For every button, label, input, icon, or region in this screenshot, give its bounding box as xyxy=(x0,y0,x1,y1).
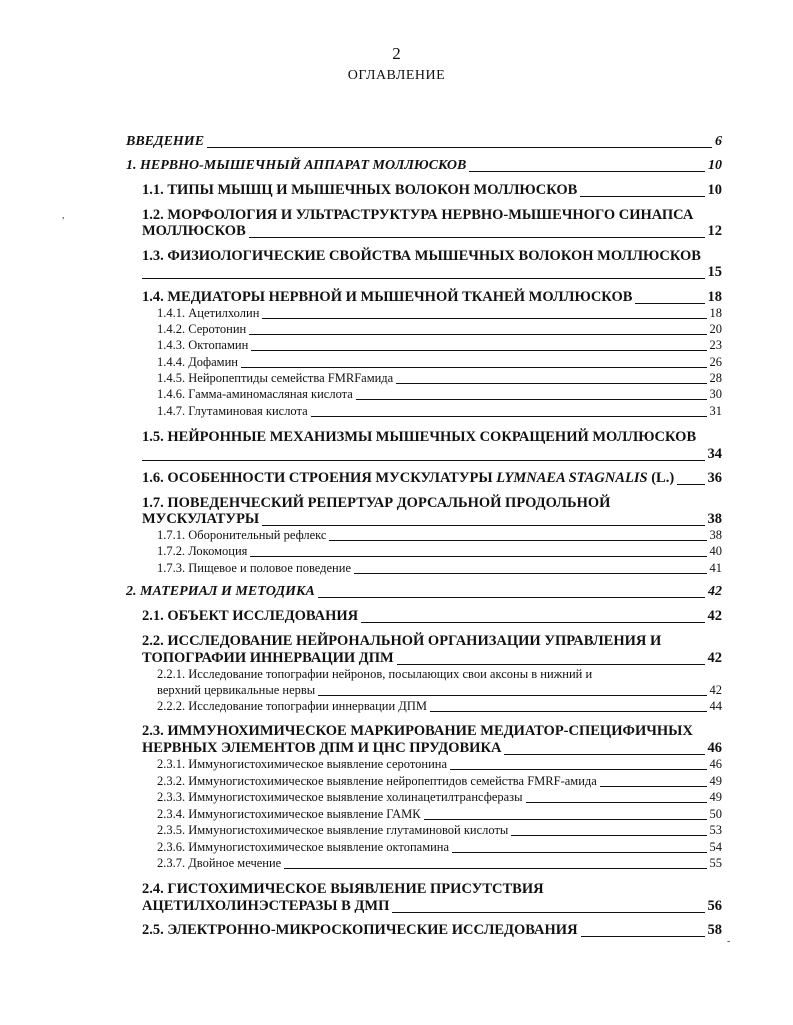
toc-title: 2.3.1. Иммуногистохимическое выявление серотонина xyxy=(157,757,448,771)
toc-entry-1-4-7[interactable] xyxy=(157,405,722,418)
toc-title: МОЛЛЮСКОВ xyxy=(142,223,246,239)
toc-entry-2-4[interactable] xyxy=(142,899,722,914)
toc-entry-1-2-line1: 1.2. МОРФОЛОГИЯ И УЛЬТРАСТРУКТУРА НЕРВНО-МЫШЕЧНОГО СИНАПСА xyxy=(142,207,694,223)
toc-title: ВВЕДЕНИЕ xyxy=(126,134,205,149)
toc-title: 1.4.5. Нейропептиды семейства FMRFамида xyxy=(157,371,394,385)
toc-entry-1-4-2[interactable] xyxy=(157,323,722,336)
toc-entry-chapter-2[interactable] xyxy=(126,585,722,599)
toc-entry-chapter-1[interactable] xyxy=(126,159,722,173)
toc-title-species: LYMNAEA STAGNALIS xyxy=(496,470,648,486)
toc-entry-2-2-line1: 2.2. ИССЛЕДОВАНИЕ НЕЙРОНАЛЬНОЙ ОРГАНИЗАЦИИ УПРАВЛЕНИЯ И xyxy=(142,633,662,649)
toc-title: 2.3.7. Двойное мечение xyxy=(157,856,282,870)
page-number: 2 xyxy=(392,44,401,63)
toc-title: 2.3.5. Иммуногистохимическое выявление глутаминовой кислоты xyxy=(157,823,509,837)
toc-entry-1-5-line1: 1.5. НЕЙРОННЫЕ МЕХАНИЗМЫ МЫШЕЧНЫХ СОКРАЩЕНИЙ МОЛЛЮСКОВ xyxy=(142,429,697,445)
toc-page: 28 xyxy=(709,371,722,385)
toc-entry-2-3-5[interactable] xyxy=(157,824,722,837)
toc-entry-1-5[interactable] xyxy=(142,447,722,462)
toc-title: 2.1. ОБЪЕКТ ИССЛЕДОВАНИЯ xyxy=(142,608,359,624)
toc-title: 2.3.3. Иммуногистохимическое выявление холинацетилтрансферазы xyxy=(157,790,523,804)
toc-page: 42 xyxy=(709,683,722,697)
toc-title: 1.7.3. Пищевое и половое поведение xyxy=(157,561,351,575)
toc-entry-1-3-line1: 1.3. ФИЗИОЛОГИЧЕСКИЕ СВОЙСТВА МЫШЕЧНЫХ ВОЛОКОН МОЛЛЮСКОВ xyxy=(142,248,701,264)
toc-entry-1-4-3[interactable] xyxy=(157,339,722,352)
toc-title: 1.7.1. Оборонительный рефлекс xyxy=(157,528,327,542)
toc-page: 41 xyxy=(709,561,722,575)
toc-title: 1.4.7. Глутаминовая кислота xyxy=(157,404,308,418)
toc-page: 42 xyxy=(707,608,722,624)
toc-page: 44 xyxy=(709,699,722,713)
toc-page: 50 xyxy=(709,807,722,821)
toc-entry-2-3-2[interactable] xyxy=(157,775,722,788)
toc-entry-2-3-line1: 2.3. ИММУНОХИМИЧЕСКОЕ МАРКИРОВАНИЕ МЕДИАТОР-СПЕЦИФИЧНЫХ xyxy=(142,723,693,739)
toc-entry-2-3-4[interactable] xyxy=(157,808,722,821)
toc-entry-1-4-4[interactable] xyxy=(157,356,722,369)
toc-page: 54 xyxy=(709,840,722,854)
toc-page: 10 xyxy=(708,158,722,173)
toc-entry-2-2-1-line1: 2.2.1. Исследование топографии нейронов, посылающих свои аксоны в нижний и xyxy=(157,667,593,681)
toc-entry-2-3-7[interactable] xyxy=(157,857,722,870)
toc-page: 49 xyxy=(709,774,722,788)
page-title: ОГЛАВЛЕНИЕ xyxy=(347,68,446,83)
toc-page: 18 xyxy=(709,306,722,320)
toc-page: 49 xyxy=(709,790,722,804)
toc-page: 20 xyxy=(709,322,722,336)
toc-title: 1.4.1. Ацетилхолин xyxy=(157,306,260,320)
toc-page: 36 xyxy=(707,470,722,486)
toc-title: 1.4. МЕДИАТОРЫ НЕРВНОЙ И МЫШЕЧНОЙ ТКАНЕЙ МОЛЛЮСКОВ xyxy=(142,289,633,305)
toc-entry-1-7-line1: 1.7. ПОВЕДЕНЧЕСКИЙ РЕПЕРТУАР ДОРСАЛЬНОЙ ПРОДОЛЬНОЙ xyxy=(142,495,611,511)
toc-title: 1.4.6. Гамма-аминомасляная кислота xyxy=(157,387,353,401)
toc-page: 46 xyxy=(707,740,722,756)
toc-entry-1-4-5[interactable] xyxy=(157,372,722,385)
toc-page: 12 xyxy=(707,223,722,239)
toc-entry-2-3[interactable] xyxy=(142,741,722,756)
toc-entry-1-7-3[interactable] xyxy=(157,562,722,575)
toc-entry-1-4[interactable] xyxy=(142,290,722,305)
toc-page: 30 xyxy=(709,387,722,401)
toc-page: 58 xyxy=(707,922,722,938)
toc-page: 31 xyxy=(709,404,722,418)
toc-title: АЦЕТИЛХОЛИНЭСТЕРАЗЫ В ДМП xyxy=(142,898,390,914)
toc-entry-2-1[interactable] xyxy=(142,609,722,624)
toc-entry-2-3-3[interactable] xyxy=(157,791,722,804)
toc-page: 34 xyxy=(707,446,722,462)
toc-page: 46 xyxy=(709,757,722,771)
toc-entry-1-7[interactable] xyxy=(142,512,722,527)
toc-page: 23 xyxy=(709,338,722,352)
toc-title: 2. МАТЕРИАЛ И МЕТОДИКА xyxy=(126,584,315,599)
margin-speck: , xyxy=(62,210,65,221)
toc-entry-2-5[interactable] xyxy=(142,923,722,938)
toc-entry-1-4-1[interactable] xyxy=(157,307,722,320)
toc-page: 42 xyxy=(708,584,722,599)
toc-entry-intro[interactable] xyxy=(126,135,722,149)
toc-page: 26 xyxy=(709,355,722,369)
toc-title: 2.3.4. Иммуногистохимическое выявление ГАМК xyxy=(157,807,421,821)
toc-page: 38 xyxy=(709,528,722,542)
toc-entry-1-3[interactable] xyxy=(142,265,722,280)
toc-entry-1-6[interactable] xyxy=(142,471,722,486)
toc-title: 1.1. ТИПЫ МЫШЦ И МЫШЕЧНЫХ ВОЛОКОН МОЛЛЮСКОВ xyxy=(142,182,578,198)
toc-page: 53 xyxy=(709,823,722,837)
toc-page: 42 xyxy=(707,650,722,666)
toc-page: 56 xyxy=(707,898,722,914)
toc-title: верхний цервикальные нервы xyxy=(157,683,316,697)
toc-entry-1-4-6[interactable] xyxy=(157,388,722,401)
toc-entry-2-2-1[interactable] xyxy=(157,684,722,697)
toc-title xyxy=(142,471,674,486)
toc-title: 2.2.2. Исследование топографии иннервации ДПМ xyxy=(157,699,427,713)
toc-title: 2.3.2. Иммуногистохимическое выявление нейропептидов семейства FMRF-амида xyxy=(157,774,597,788)
toc-entry-2-3-1[interactable] xyxy=(157,758,722,771)
toc-entry-1-7-2[interactable] xyxy=(157,545,722,558)
margin-speck: - xyxy=(727,936,731,947)
toc-entry-2-2[interactable] xyxy=(142,651,722,666)
toc-page: 38 xyxy=(707,511,722,527)
toc-title: 2.3.6. Иммуногистохимическое выявление октопамина xyxy=(157,840,450,854)
toc-page: 40 xyxy=(709,544,722,558)
toc-title: ТОПОГРАФИИ ИННЕРВАЦИИ ДПМ xyxy=(142,650,394,666)
toc-title-suffix: (L.) xyxy=(647,470,675,486)
toc-entry-2-3-6[interactable] xyxy=(157,841,722,854)
toc-page: 6 xyxy=(715,134,722,149)
toc-entry-1-1[interactable] xyxy=(142,183,722,198)
toc-entry-1-7-1[interactable] xyxy=(157,529,722,542)
toc-page: 18 xyxy=(707,289,722,305)
toc-entry-1-2[interactable] xyxy=(142,224,722,239)
toc-title: НЕРВНЫХ ЭЛЕМЕНТОВ ДПМ И ЦНС ПРУДОВИКА xyxy=(142,740,502,756)
toc-page: 10 xyxy=(707,182,722,198)
toc-page: 15 xyxy=(707,264,722,280)
toc-title: МУСКУЛАТУРЫ xyxy=(142,511,260,527)
toc-page: 55 xyxy=(709,856,722,870)
toc-title: 2.5. ЭЛЕКТРОННО-МИКРОСКОПИЧЕСКИЕ ИССЛЕДОВАНИЯ xyxy=(142,922,578,938)
toc-title-prefix: 1.6. ОСОБЕННОСТИ СТРОЕНИЯ МУСКУЛАТУРЫ xyxy=(142,470,497,486)
toc-entry-2-2-2[interactable] xyxy=(157,700,722,713)
toc-entry-2-4-line1: 2.4. ГИСТОХИМИЧЕСКОЕ ВЫЯВЛЕНИЕ ПРИСУТСТВИЯ xyxy=(142,881,544,897)
toc-title: 1.4.3. Октопамин xyxy=(157,338,249,352)
toc-title: 1.4.2. Серотонин xyxy=(157,322,247,336)
toc-title: 1. НЕРВНО-МЫШЕЧНЫЙ АППАРАТ МОЛЛЮСКОВ xyxy=(126,158,467,173)
toc-title: 1.4.4. Дофамин xyxy=(157,355,238,369)
toc-title: 1.7.2. Локомоция xyxy=(157,544,248,558)
